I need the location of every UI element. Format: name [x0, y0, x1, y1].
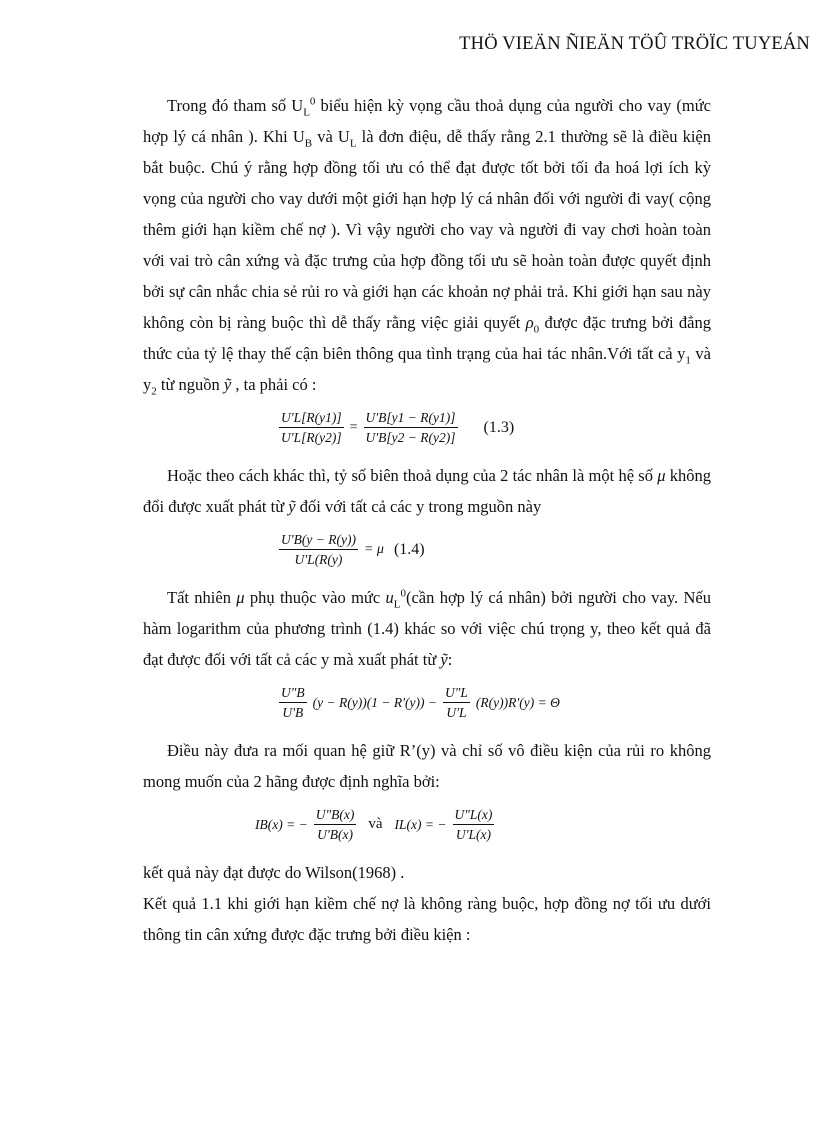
eq13-fraction-left: $\frac{U'L[R(y1)]}{U'L[R(y2)]}$: [281, 410, 342, 445]
eq13-tag: (1.3): [483, 419, 515, 436]
eq16-fraction-b: $\frac{U"B(x)}{U'B(x)}$: [315, 807, 355, 842]
page-header: THÖ VIEÄN ÑIEÄN TÖÛ TRÖÏC TUYEÁN: [459, 34, 810, 54]
eq15-fraction-b: $\frac{U"B}{U'B}$: [281, 685, 305, 720]
document-body: [143, 90, 711, 950]
eq14-tag: (1.4): [393, 541, 425, 558]
equation-1-5: $\frac{U"B}{U'B}$ (y − R(y))(1 − R'(y)) − $\frac{U"L}{U'L}$ (R(y))R'(y) = Θ: [281, 685, 560, 720]
eq14-fraction: $\frac{U'B(y - R(y))}{U'L(R(y)}$: [281, 532, 356, 567]
paragraph-1: Trong đó tham số $U_L^0$ biểu hiện kỳ vọng cầu thoả dụng của người cho vay (mức hợp lý cá nhân ). Khi $U_B$ và $U_L$ là đơn điệu, dễ thấy rằng 2.1 thường sẽ là điều kiện bắt buộc. Chú ý rằng hợp đồng tối ưu có thể đạt được tốt bởi tối đa hoá lợi ích kỳ vọng của người cho vay dưới một giới hạn hợp lý cá nhân đối với người đi vay( cộng thêm giới hạn kiềm chế nợ ). Vì vậy người cho vay và người đi vay chơi hoàn toàn với vai trò cân xứng và đặc trưng của hợp đồng tối ưu sẽ hoàn toàn được quyết định bởi sự cân nhắc chia sẻ rủi ro và giới hạn các khoản nợ phải trả. Khi giới hạn sau này không còn bị ràng buộc thì dễ thấy rằng việc giải quyết $\rho_0$ được đặc trưng bởi đẳng thức của tỷ lệ thay thế cận biên thông qua tình trạng của hai tác nhân.Với tất cả $y_1$ và $y_2$ từ nguồn ỹ , ta phải có :: [143, 95, 712, 398]
equation-1-4: $\frac{U'B(y - R(y))}{U'L(R(y)}$ = μ (1.4): [281, 532, 425, 567]
paragraph-5: kết quả này đạt được do Wilson(1968) .: [143, 863, 405, 882]
paragraph-6: Kết quả 1.1 khi giới hạn kiềm chế nợ là không ràng buộc, hợp đồng nợ tối ưu dưới thông tin cân xứng được đặc trưng bởi điều kiện :: [143, 894, 711, 944]
eq16-fraction-l: $\frac{U"L(x)}{U'L(x)}$: [454, 807, 493, 842]
eq13-fraction-right: $\frac{U'B[y1 - R(y1)]}{U'B[y2 - R(y2)]}$: [365, 410, 456, 445]
paragraph-3: Tất nhiên μ phụ thuộc vào mức $u_L^0(cần$ hợp lý cá nhân) bởi người cho vay. Nếu hàm logarithm của phương trình (1.4) khác so với việc chú trọng y, theo kết quả đã đạt được đối với tất cả các y mà xuất phát từ ỹ:: [143, 587, 711, 669]
paragraph-2: Hoặc theo cách khác thì, tỷ số biên thoả dụng của 2 tác nhân là một hệ số μ không đổi được xuất phát từ ỹ đối với tất cả các y trong mguồn này: [143, 466, 711, 516]
equation-risk-aversion: IB(x) = − $\frac{U"B(x)}{U'B(x)}$ và IL(x) = − $\frac{U"L(x)}{U'L(x)}$: [255, 807, 493, 842]
eq15-fraction-l: $\frac{U"L}{U'L}$: [444, 685, 468, 720]
equation-1-3: $\frac{U'L[R(y1)]}{U'L[R(y2)]}$ = $\frac{U'B[y1 - R(y1)]}{U'B[y2 - R(y2)]}$ (1.3): [281, 410, 515, 445]
paragraph-4: Điều này đưa ra mối quan hệ giữ R’(y) và chỉ số vô điều kiện của rủi ro không mong muốn của 2 hãng được định nghĩa bởi:: [143, 741, 711, 791]
